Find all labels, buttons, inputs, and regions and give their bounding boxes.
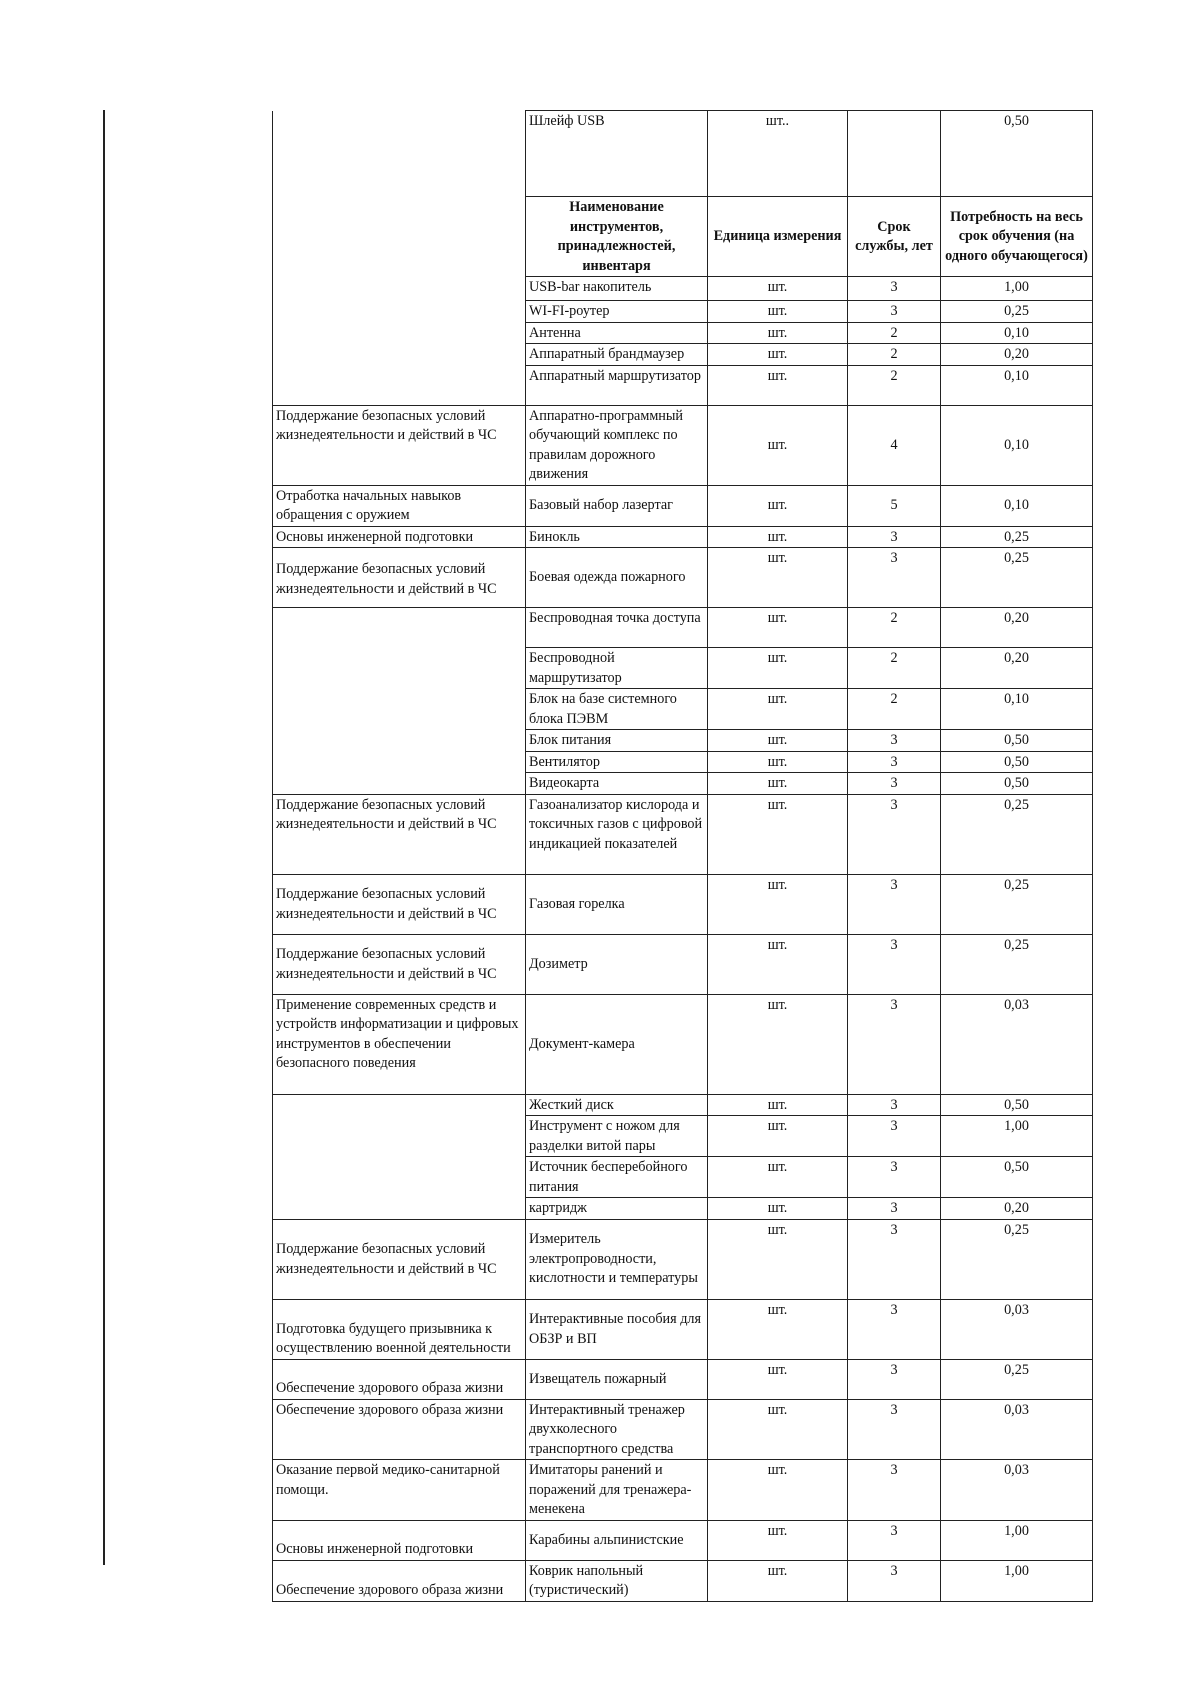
item-name: Карабины альпинистские [526, 1520, 708, 1560]
item-term: 3 [848, 1560, 941, 1601]
item-need: 0,50 [941, 1157, 1093, 1198]
item-term: 3 [848, 548, 941, 608]
section-cell [273, 111, 526, 406]
item-need: 0,50 [941, 773, 1093, 795]
item-name: Газоанализатор кислорода и токсичных газов с цифровой индикацией показателей [526, 794, 708, 874]
item-need: 0,25 [941, 874, 1093, 934]
item-need: 0,10 [941, 689, 1093, 730]
item-unit: шт. [708, 1359, 848, 1399]
header-term: Срок службы, лет [848, 197, 941, 277]
section-cell [273, 608, 526, 795]
section-cell: Обеспечение здорового образа жизни [273, 1399, 526, 1460]
item-need: 0,50 [941, 111, 1093, 197]
item-term: 2 [848, 365, 941, 405]
item-name: Бинокль [526, 526, 708, 548]
item-term: 2 [848, 608, 941, 648]
item-need: 1,00 [941, 1116, 1093, 1157]
item-need: 1,00 [941, 1520, 1093, 1560]
item-name: Аппаратный брандмаузер [526, 344, 708, 366]
item-term: 2 [848, 648, 941, 689]
item-name: Базовый набор лазертаг [526, 485, 708, 526]
item-name: Жесткий диск [526, 1094, 708, 1116]
table-row [273, 608, 1093, 648]
table-row [273, 526, 1093, 548]
item-need: 0,25 [941, 548, 1093, 608]
item-name: Беспроводной маршрутизатор [526, 648, 708, 689]
item-term: 3 [848, 301, 941, 323]
item-term: 3 [848, 773, 941, 795]
item-need: 0,20 [941, 1198, 1093, 1220]
item-unit: шт. [708, 485, 848, 526]
item-term: 3 [848, 794, 941, 874]
item-term: 3 [848, 1520, 941, 1560]
item-name: WI-FI-роутер [526, 301, 708, 323]
item-unit: шт. [708, 1299, 848, 1359]
item-unit: шт. [708, 689, 848, 730]
section-cell: Поддержание безопасных условий жизнедеятельности и действий в ЧС [273, 548, 526, 608]
item-term: 3 [848, 1219, 941, 1299]
item-term: 4 [848, 405, 941, 485]
table-row [273, 548, 1093, 608]
item-need: 0,50 [941, 751, 1093, 773]
section-cell: Отработка начальных навыков обращения с оружием [273, 485, 526, 526]
item-need: 0,25 [941, 1219, 1093, 1299]
item-name: USB-bar накопитель [526, 277, 708, 301]
item-term: 3 [848, 277, 941, 301]
item-unit: шт.. [708, 111, 848, 197]
item-term [848, 111, 941, 197]
section-cell: Поддержание безопасных условий жизнедеятельности и действий в ЧС [273, 405, 526, 485]
table-row [273, 111, 1093, 197]
item-unit: шт. [708, 1520, 848, 1560]
item-unit: шт. [708, 934, 848, 994]
header-need: Потребность на весь срок обучения (на одного обучающегося) [941, 197, 1093, 277]
item-name: Извещатель пожарный [526, 1359, 708, 1399]
page-margin-line [103, 110, 105, 1565]
item-name: Коврик напольный (туристический) [526, 1560, 708, 1601]
table-row [273, 1219, 1093, 1299]
item-name: Документ-камера [526, 994, 708, 1094]
item-need: 0,10 [941, 322, 1093, 344]
item-term: 3 [848, 1399, 941, 1460]
header-unit: Единица измерения [708, 197, 848, 277]
item-unit: шт. [708, 608, 848, 648]
section-cell: Основы инженерной подготовки [273, 1520, 526, 1560]
item-need: 0,10 [941, 365, 1093, 405]
item-name: картридж [526, 1198, 708, 1220]
table-row [273, 1520, 1093, 1560]
item-unit: шт. [708, 1560, 848, 1601]
item-term: 5 [848, 485, 941, 526]
item-name: Видеокарта [526, 773, 708, 795]
item-unit: шт. [708, 1116, 848, 1157]
item-unit: шт. [708, 773, 848, 795]
section-cell: Обеспечение здорового образа жизни [273, 1560, 526, 1601]
item-term: 3 [848, 730, 941, 752]
item-name: Беспроводная точка доступа [526, 608, 708, 648]
item-unit: шт. [708, 365, 848, 405]
section-cell: Обеспечение здорового образа жизни [273, 1359, 526, 1399]
item-name: Блок питания [526, 730, 708, 752]
item-unit: шт. [708, 1399, 848, 1460]
section-cell: Подготовка будущего призывника к осуществлению военной деятельности [273, 1299, 526, 1359]
item-unit: шт. [708, 344, 848, 366]
section-cell: Поддержание безопасных условий жизнедеятельности и действий в ЧС [273, 934, 526, 994]
item-term: 3 [848, 1299, 941, 1359]
item-unit: шт. [708, 277, 848, 301]
item-name: Вентилятор [526, 751, 708, 773]
item-need: 0,25 [941, 794, 1093, 874]
item-need: 0,50 [941, 1094, 1093, 1116]
section-cell: Применение современных средств и устройств информатизации и цифровых инструментов в обеспечении безопасного поведения [273, 994, 526, 1094]
item-need: 1,00 [941, 1560, 1093, 1601]
item-need: 0,20 [941, 344, 1093, 366]
item-unit: шт. [708, 1198, 848, 1220]
item-need: 0,03 [941, 1399, 1093, 1460]
table-row [273, 1460, 1093, 1521]
item-need: 0,10 [941, 405, 1093, 485]
item-unit: шт. [708, 1094, 848, 1116]
section-cell: Оказание первой медико-санитарной помощи. [273, 1460, 526, 1521]
item-term: 3 [848, 751, 941, 773]
item-name: Антенна [526, 322, 708, 344]
table-row [273, 1094, 1093, 1116]
item-name: Дозиметр [526, 934, 708, 994]
item-name: Аппаратный маршрутизатор [526, 365, 708, 405]
item-unit: шт. [708, 994, 848, 1094]
section-cell: Основы инженерной подготовки [273, 526, 526, 548]
item-name: Аппаратно-программный обучающий комплекс по правилам дорожного движения [526, 405, 708, 485]
item-need: 0,25 [941, 526, 1093, 548]
item-term: 3 [848, 934, 941, 994]
item-term: 3 [848, 526, 941, 548]
table-row [273, 994, 1093, 1094]
item-need: 0,03 [941, 1299, 1093, 1359]
section-cell: Поддержание безопасных условий жизнедеятельности и действий в ЧС [273, 1219, 526, 1299]
item-unit: шт. [708, 1219, 848, 1299]
item-need: 0,10 [941, 485, 1093, 526]
item-term: 3 [848, 1157, 941, 1198]
item-name: Боевая одежда пожарного [526, 548, 708, 608]
item-name: Интерактивные пособия для ОБЗР и ВП [526, 1299, 708, 1359]
item-unit: шт. [708, 794, 848, 874]
item-unit: шт. [708, 301, 848, 323]
table-row [273, 1560, 1093, 1601]
item-need: 0,25 [941, 301, 1093, 323]
item-need: 0,20 [941, 608, 1093, 648]
table-row [273, 874, 1093, 934]
item-unit: шт. [708, 548, 848, 608]
item-unit: шт. [708, 322, 848, 344]
item-unit: шт. [708, 751, 848, 773]
item-name: Блок на базе системного блока ПЭВМ [526, 689, 708, 730]
item-need: 1,00 [941, 277, 1093, 301]
table-row [273, 485, 1093, 526]
item-name: Интерактивный тренажер двухколесного транспортного средства [526, 1399, 708, 1460]
table-row [273, 794, 1093, 874]
item-term: 3 [848, 1359, 941, 1399]
item-name: Газовая горелка [526, 874, 708, 934]
item-term: 2 [848, 689, 941, 730]
table-row [273, 1359, 1093, 1399]
item-term: 2 [848, 344, 941, 366]
item-unit: шт. [708, 1460, 848, 1521]
item-name: Имитаторы ранений и поражений для тренажера-менекена [526, 1460, 708, 1521]
item-unit: шт. [708, 1157, 848, 1198]
item-need: 0,25 [941, 934, 1093, 994]
item-unit: шт. [708, 526, 848, 548]
item-need: 0,20 [941, 648, 1093, 689]
item-unit: шт. [708, 405, 848, 485]
item-need: 0,50 [941, 730, 1093, 752]
item-term: 3 [848, 1116, 941, 1157]
header-name: Наименование инструментов, принадлежностей, инвентаря [526, 197, 708, 277]
item-term: 3 [848, 874, 941, 934]
item-term: 3 [848, 994, 941, 1094]
section-cell: Поддержание безопасных условий жизнедеятельности и действий в ЧС [273, 794, 526, 874]
item-unit: шт. [708, 874, 848, 934]
section-cell [273, 1094, 526, 1219]
item-unit: шт. [708, 648, 848, 689]
item-name: Инструмент с ножом для разделки витой пары [526, 1116, 708, 1157]
item-name: Источник бесперебойного питания [526, 1157, 708, 1198]
item-term: 2 [848, 322, 941, 344]
item-name: Измеритель электропроводности, кислотности и температуры [526, 1219, 708, 1299]
item-term: 3 [848, 1198, 941, 1220]
item-term: 3 [848, 1094, 941, 1116]
table-row [273, 1399, 1093, 1460]
item-unit: шт. [708, 730, 848, 752]
table-row [273, 1299, 1093, 1359]
section-cell: Поддержание безопасных условий жизнедеятельности и действий в ЧС [273, 874, 526, 934]
table-row [273, 405, 1093, 485]
item-name: Шлейф USB [526, 111, 708, 197]
equipment-table [272, 110, 1093, 1602]
table-row [273, 934, 1093, 994]
item-need: 0,03 [941, 1460, 1093, 1521]
item-need: 0,03 [941, 994, 1093, 1094]
item-term: 3 [848, 1460, 941, 1521]
item-need: 0,25 [941, 1359, 1093, 1399]
